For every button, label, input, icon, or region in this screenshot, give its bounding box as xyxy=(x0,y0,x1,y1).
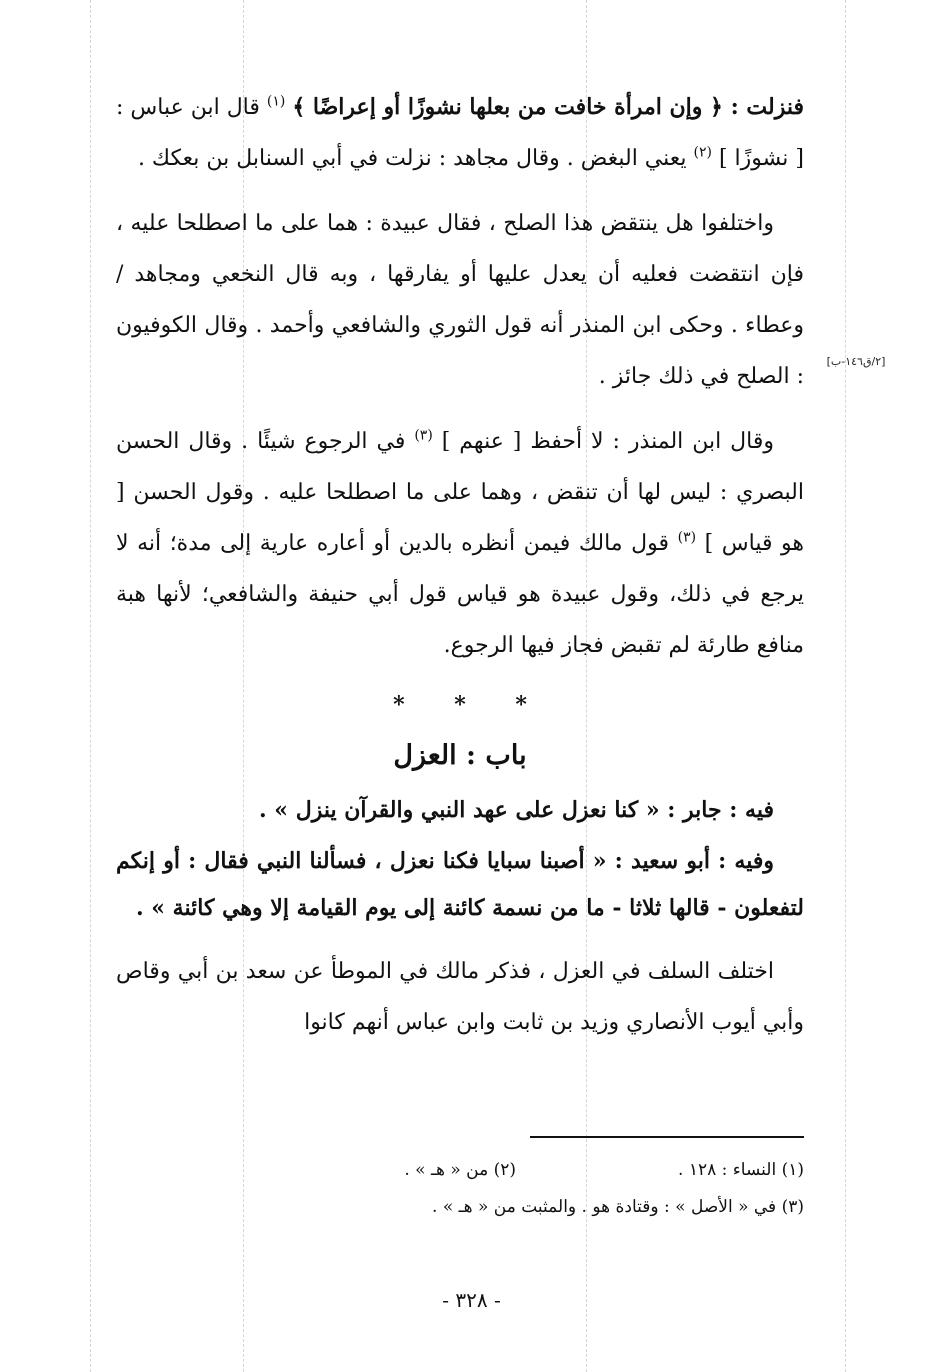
footnote-3: (٣) في « الأصل » : وقتادة هو . والمثبت من « هـ » . xyxy=(432,1197,804,1217)
footnote-ref-3: (٣) xyxy=(414,427,433,444)
section-separator: * * * xyxy=(393,692,527,718)
footnote-ref-1: (١) xyxy=(266,93,286,110)
page-guide-line xyxy=(845,0,846,1372)
paragraph-3-text-b: في الرجوع شيئًا . وقال الحسن البصري : ليس لها أن تنقض ، وهما على ما اصطلحا عليه . وقول الحسن [ هو قياس ] xyxy=(116,429,805,556)
chapter-title: باب : العزل xyxy=(393,740,527,771)
footnote-ref-3b: (٣) xyxy=(677,529,697,546)
paragraph-3-text-c: قول مالك فيمن أنظره بالدين أو أعاره عارية إلى مدة؛ أنه لا يرجع في ذلك، وقول عبيدة هو قياس قول أبي حنيفة والشافعي؛ لأنها هبة منافع طارئة لم تقبض فجاز فيها الرجوع. xyxy=(116,531,804,658)
paragraph-2: واختلفوا هل ينتقض هذا الصلح ، فقال عبيدة : هما على ما اصطلحا عليه ، فإن انتقضت فعليه أن يعدل عليها أو يفارقها ، وبه قال النخعي ومجاهد / وعطاء . وحكى ابن المنذر أنه قول الثوري والشافعي وأحمد . وقال الكوفيون : الصلح في ذلك جائز . xyxy=(116,211,804,389)
hadith-jabir: فيه : جابر : « كنا نعزل على عهد النبي والقرآن ينزل » . xyxy=(258,797,774,823)
paragraph-3 xyxy=(116,416,804,671)
paragraph-1-text-b: قال ابن عباس : [ نشوزًا ] xyxy=(116,95,804,171)
footnote-row xyxy=(116,1152,804,1189)
paragraph-1-text-a: فنزلت : ﴿ وإن امرأة خافت من بعلها نشوزًا أو إعراضًا ﴾ xyxy=(292,94,804,120)
footnote-1: (١) النساء : ١٢٨ . xyxy=(678,1160,804,1180)
footnotes xyxy=(116,1152,804,1226)
paragraph-3-text-a: وقال ابن المنذر : لا أحفظ [ عنهم ] xyxy=(441,429,774,454)
hadith-abu-said: وفيه : أبو سعيد : « أصبنا سبايا فكنا نعزل ، فسألنا النبي فقال : أو إنكم لتفعلون - قالها ثلاثا - ما من نسمة كائنة إلى يوم القيامة إلا وهي كائنة » . xyxy=(116,848,804,921)
page-body xyxy=(116,82,804,1048)
page-number: - ٣٢٨ - xyxy=(442,1288,501,1312)
paragraph-1-text-c: يعني البغض . وقال مجاهد : نزلت في أبي السنابل بن بعكك . xyxy=(137,146,687,171)
footnote-ref-2: (٢) xyxy=(693,144,712,161)
footnote-separator-rule xyxy=(530,1136,804,1138)
paragraph-4: اختلف السلف في العزل ، فذكر مالك في الموطأ عن سعد بن أبي وقاص وأبي أيوب الأنصاري وزيد بن ثابت وابن عباس أنهم كانوا xyxy=(116,959,804,1035)
footnote-2: (٢) من « هـ » . xyxy=(404,1160,516,1180)
page-guide-line xyxy=(90,0,91,1372)
manuscript-margin-note: [٢/ق١٤٦-ب] xyxy=(826,355,886,368)
paragraph-1 xyxy=(116,82,804,184)
